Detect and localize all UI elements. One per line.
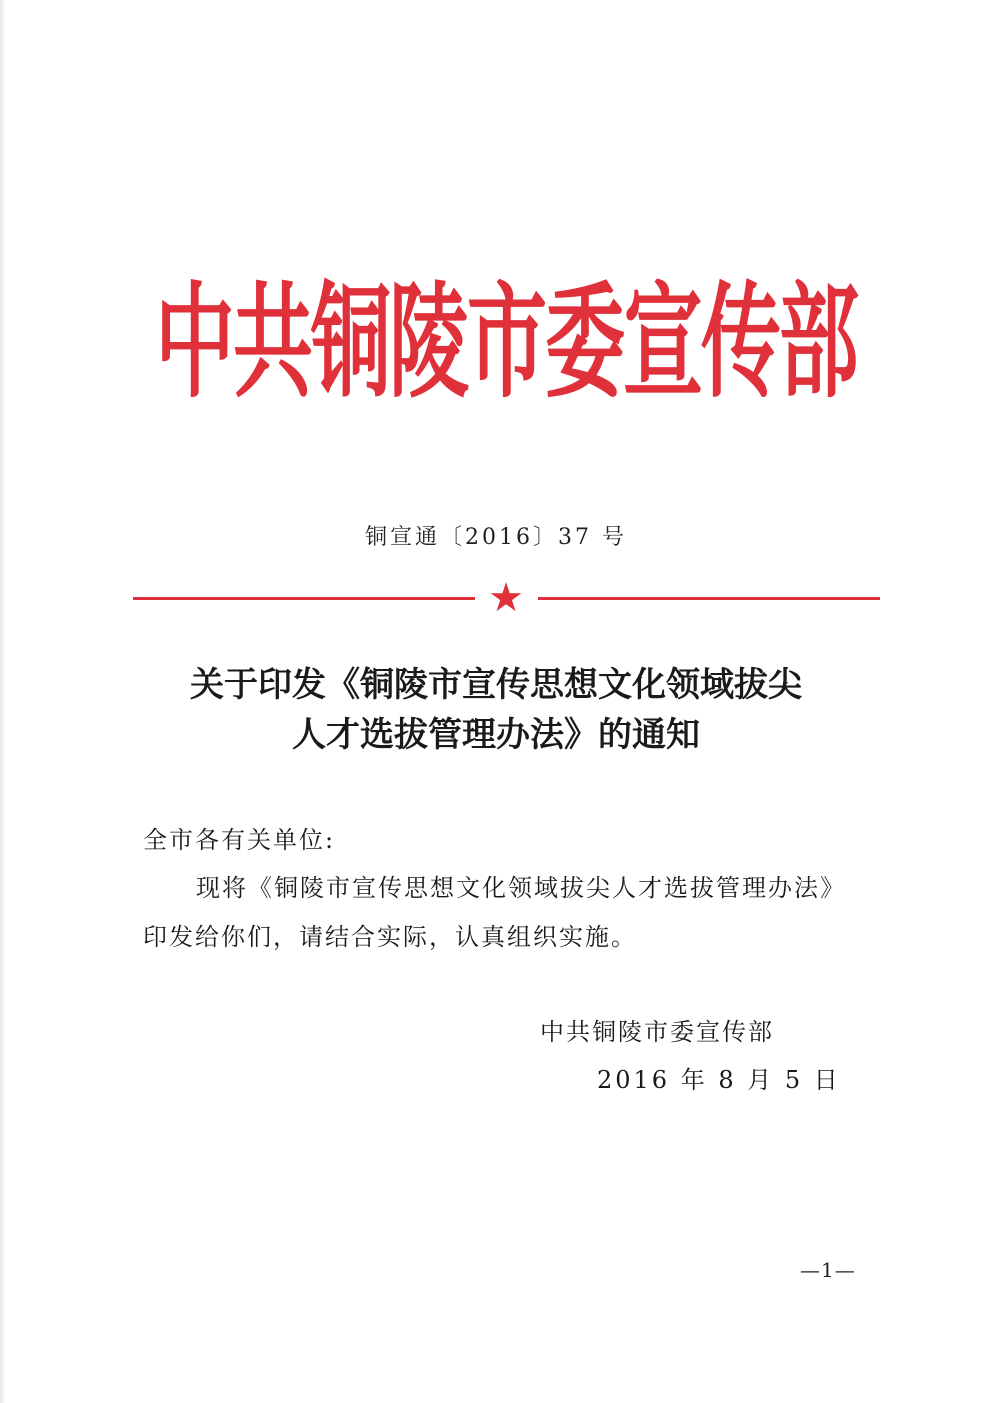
page-number: —1— <box>800 1258 856 1282</box>
notice-title <box>0 660 992 760</box>
issuer-header: 中共铜陵市委宣传部 <box>155 270 857 415</box>
red-divider-right <box>538 597 880 600</box>
document-number: 铜宣通〔2016〕37 号 <box>365 525 627 550</box>
body-paragraph-line-1: 现将《铜陵市宣传思想文化领域拔尖人才选拔管理办法》 <box>196 874 846 902</box>
red-divider-left <box>133 597 475 600</box>
notice-title-line-1: 关于印发《铜陵市宣传思想文化领域拔尖 <box>190 665 802 705</box>
salutation: 全市各有关单位: <box>143 826 336 854</box>
signature-org: 中共铜陵市委宣传部 <box>540 1018 774 1046</box>
notice-title-line-2: 人才选拔管理办法》的通知 <box>292 715 700 755</box>
body-paragraph-line-2: 印发给你们，请结合实际，认真组织实施。 <box>143 923 637 951</box>
star-icon: ★ <box>488 575 524 621</box>
signature-date: 2016 年 8 月 5 日 <box>597 1066 841 1094</box>
